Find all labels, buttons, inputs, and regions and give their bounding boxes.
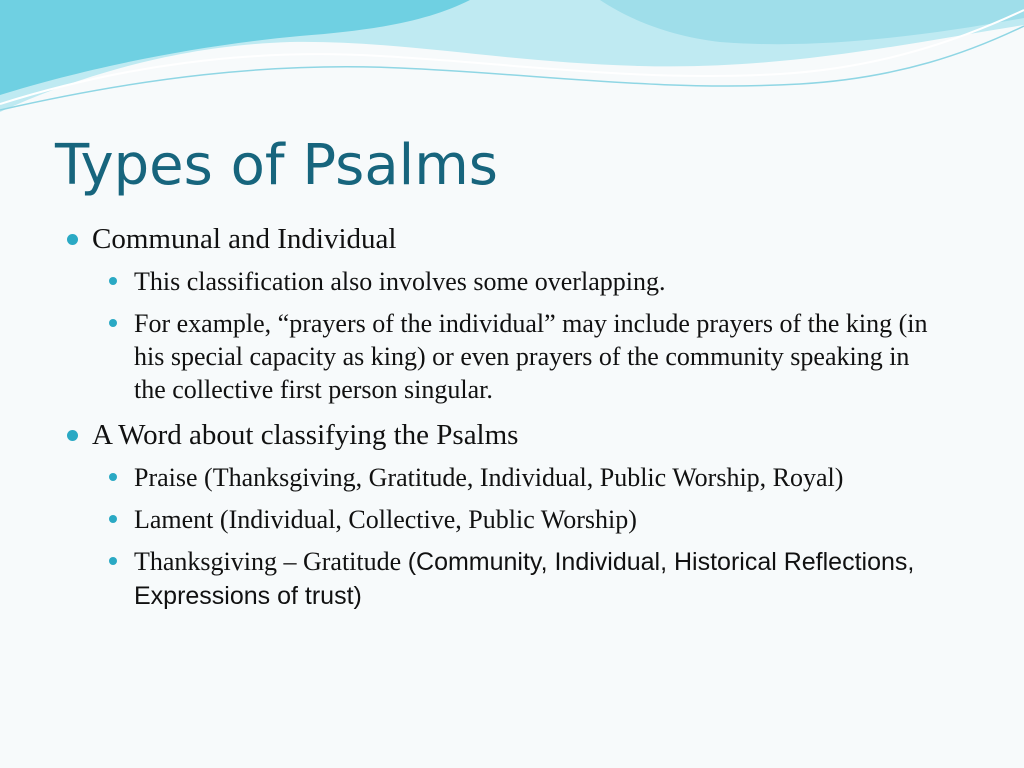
bullet-level1 bbox=[62, 222, 962, 256]
bullet-level1 bbox=[62, 418, 962, 452]
bullet-level2 bbox=[104, 503, 946, 536]
bullet-text: Praise (Thanksgiving, Gratitude, Individual, Public Worship, Royal) bbox=[134, 463, 844, 492]
bullet-dot bbox=[109, 319, 117, 327]
bullet-level2 bbox=[104, 545, 946, 613]
bullet-text: For example, “prayers of the individual” may include prayers of the king (in his special capacity as king) or even prayers of the community speaking in the collective first person singular. bbox=[134, 309, 928, 404]
bullet-text: This classification also involves some overlapping. bbox=[134, 267, 666, 296]
bullet-dot bbox=[109, 473, 117, 481]
bullet-level2 bbox=[104, 461, 946, 494]
bullet-dot bbox=[67, 430, 78, 441]
bullet-dot bbox=[109, 557, 117, 565]
slide-content bbox=[62, 222, 962, 613]
header-wave-decoration bbox=[0, 0, 1024, 130]
bullet-level2 bbox=[104, 307, 946, 406]
bullet-text-sans: (Community, Individual, Historical Reflections, Expressions of trust) bbox=[134, 548, 915, 610]
bullet-text: A Word about classifying the Psalms bbox=[92, 419, 519, 451]
bullet-dot bbox=[109, 277, 117, 285]
slide-title: Types of Psalms bbox=[55, 133, 498, 198]
bullet-text: Thanksgiving – Gratitude bbox=[134, 547, 408, 576]
bullet-dot bbox=[67, 234, 78, 245]
bullet-text: Lament (Individual, Collective, Public Worship) bbox=[134, 505, 637, 534]
bullet-dot bbox=[109, 515, 117, 523]
bullet-text: Communal and Individual bbox=[92, 223, 397, 255]
bullet-level2 bbox=[104, 265, 946, 298]
